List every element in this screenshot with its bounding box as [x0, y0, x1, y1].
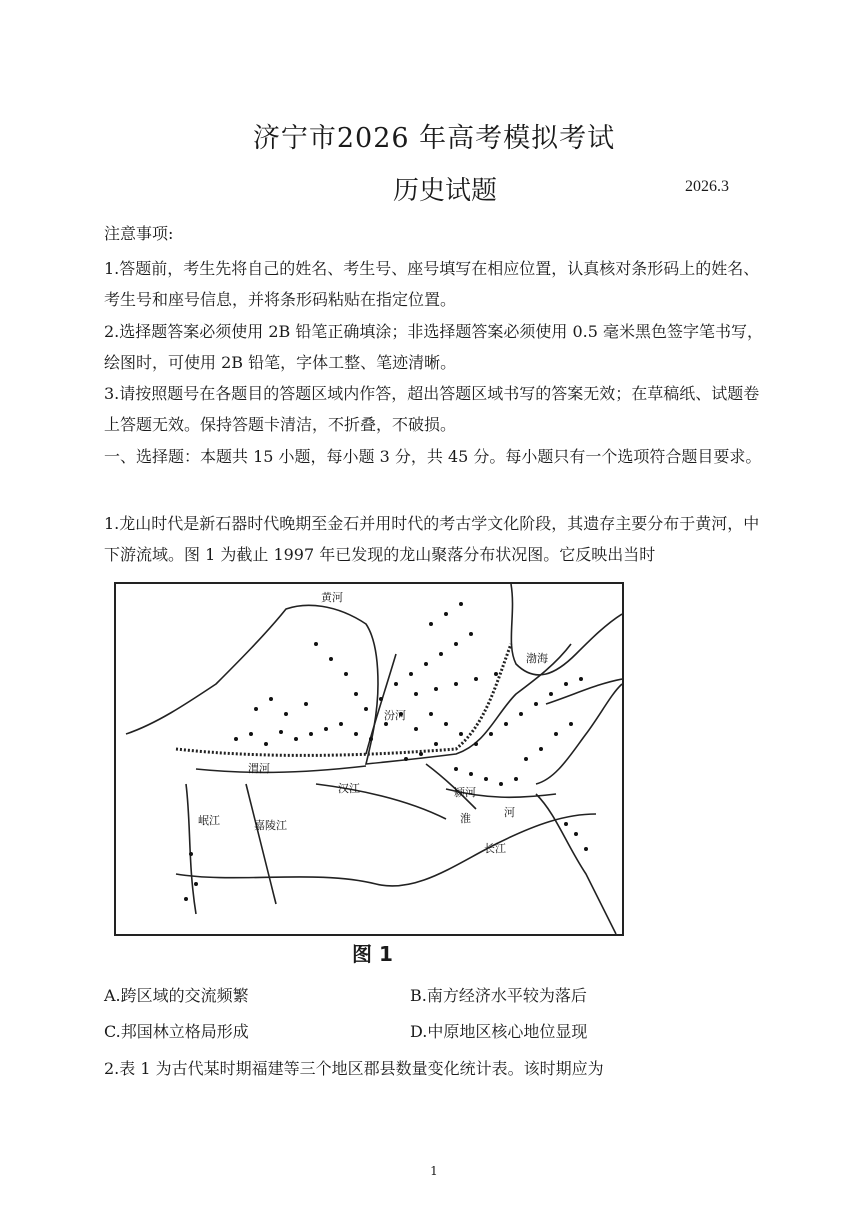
map-label-yinghe: 颍河	[454, 786, 476, 799]
map-label-bohai: 渤海	[526, 652, 548, 665]
map-label-weihe: 渭河	[248, 762, 270, 775]
exam-title: 济宁市2026 年高考模拟考试	[252, 123, 616, 154]
question-1-stem: 1.龙山时代是新石器时代晚期至金石并用时代的考古学文化阶段，其遗存主要分布于黄河，中下游流域。图 1 为截止 1997 年已发现的龙山聚落分布状况图。它反映出当时	[104, 514, 760, 564]
map-label-changjiang: 长江	[484, 842, 506, 855]
notice-item-2: 2.选择题答案必须使用 2B 铅笔正确填涂；非选择题答案必须使用 0.5 毫米黑色签字笔书写，绘图时，可使用 2B 铅笔，字体工整、笔迹清晰。	[104, 322, 763, 372]
map-label-huanghe: 黄河	[321, 591, 343, 604]
exam-date: 2026.3	[685, 178, 729, 195]
exam-subject: 历史试题	[393, 176, 498, 206]
page-number: 1	[430, 1164, 438, 1178]
map-label-he: 河	[504, 806, 515, 819]
section-heading: 一、选择题：本题共 15 小题，每小题 3 分，共 45 分。每小题只有一个选项符合题目要求。	[104, 447, 762, 466]
map-label-minjiang: 岷江	[198, 814, 220, 827]
option-c: C.邦国林立格局形成	[104, 1022, 249, 1041]
map-label-fenhe: 汾河	[384, 709, 406, 722]
notice-heading: 注意事项:	[104, 224, 174, 243]
notice-item-1: 1.答题前，考生先将自己的姓名、考生号、座号填写在相应位置，认真核对条形码上的姓名、考生号和座号信息，并将条形码粘贴在指定位置。	[104, 259, 760, 309]
option-a: A.跨区域的交流频繁	[104, 986, 249, 1005]
question-2-stem: 2.表 1 为古代某时期福建等三个地区郡县数量变化统计表。该时期应为	[104, 1059, 604, 1078]
option-b: B.南方经济水平较为落后	[410, 986, 587, 1005]
notice-item-3: 3.请按照题号在各题目的答题区域内作答，超出答题区域书写的答案无效；在草稿纸、试题卷上答题无效。保持答题卡清洁，不折叠，不破损。	[104, 384, 760, 434]
map-label-jialingjiang: 嘉陵江	[254, 819, 287, 832]
option-d: D.中原地区核心地位显现	[410, 1022, 588, 1041]
figure-caption: 图 1	[352, 942, 393, 966]
map-label-hanjiang: 汉江	[338, 782, 360, 795]
map-label-huai: 淮	[460, 812, 471, 825]
longshan-settlement-map	[114, 582, 624, 936]
map-drawing	[116, 584, 622, 934]
